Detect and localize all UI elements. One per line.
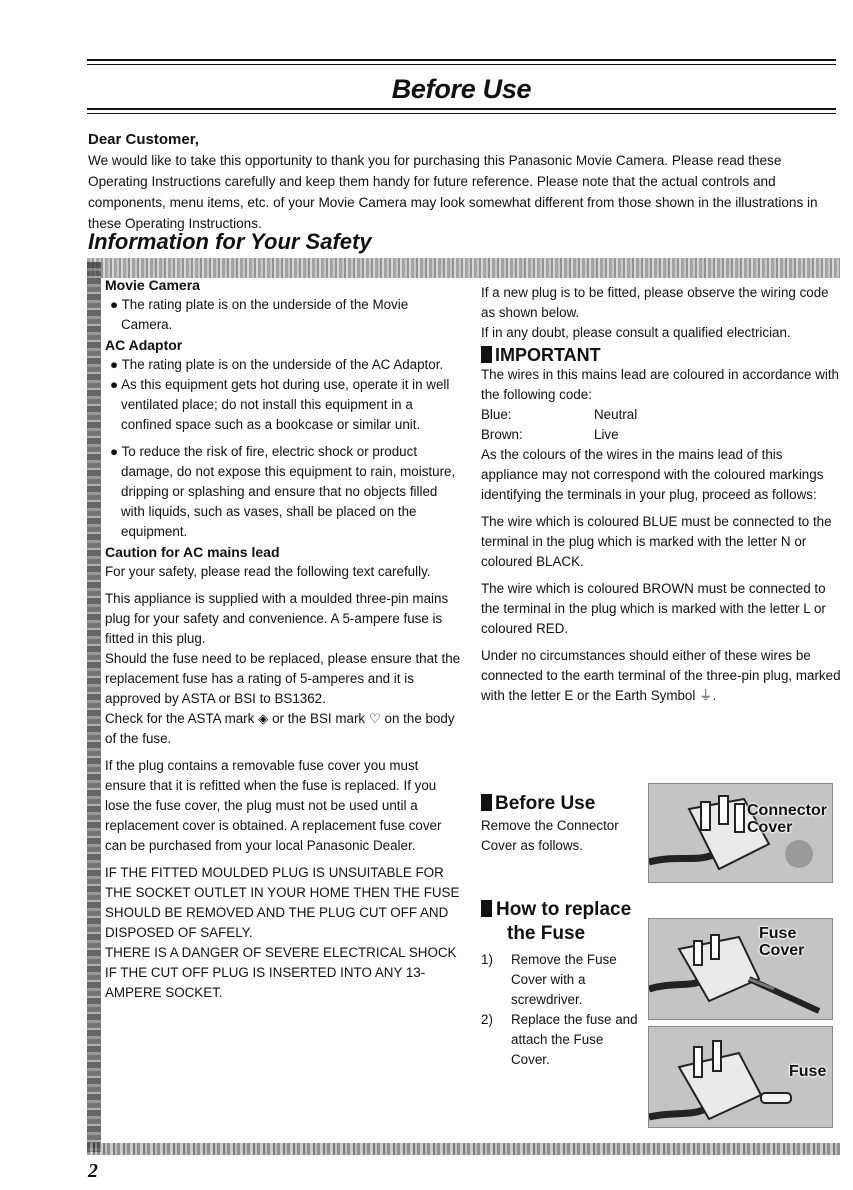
step-1-text: Remove the Fuse Cover with a screwdriver. — [511, 952, 617, 1007]
step-2-number: 2) — [481, 1012, 493, 1027]
before-use-heading-text: Before Use — [495, 793, 596, 814]
wiring-paragraph-2: If in any doubt, please consult a qualified electrician. — [481, 325, 791, 340]
header-bottom-rule-thin — [87, 113, 836, 114]
caution-paragraph-7: THERE IS A DANGER OF SEVERE ELECTRICAL SHOCK IF THE CUT OFF PLUG IS INSERTED INTO ANY 13-AMPERE SOCKET. — [105, 945, 457, 1000]
caution-heading: Caution for AC mains lead — [105, 544, 280, 560]
brown-label: Brown: — [481, 427, 523, 442]
ac-bullet-3-text: To reduce the risk of fire, electric shock or product damage, do not expose this equipment to rain, moisture, dripping or splashing and ensure that no objects filled with liquids, such as vases, shall be placed on the equipment. — [121, 444, 456, 539]
square-bullet-icon — [481, 794, 492, 811]
wiring-paragraph-7: Under no circumstances should either of these wires be connected to the earth terminal of the three-pin plug, marked with the letter E or the Earth Symbol ⏚. — [481, 648, 841, 703]
step-1-number: 1) — [481, 952, 493, 967]
before-use-section — [481, 792, 631, 856]
caution-paragraph-5: If the plug contains a removable fuse cover you must ensure that it is refitted when the fuse is replaced. If you lose the fuse cover, the plug must not be used until a replacement cover is obtained. A replacement fuse cover can be purchased from your local Panasonic Dealer. — [105, 758, 442, 853]
header-top-rule-thin — [87, 64, 836, 65]
caution-paragraph-4: Check for the ASTA mark ◈ or the BSI mark ♡ on the body of the fuse. — [105, 711, 455, 746]
left-column — [105, 275, 463, 1003]
caution-paragraph-6: IF THE FITTED MOULDED PLUG IS UNSUITABLE FOR THE SOCKET OUTLET IN YOUR HOME THEN THE FUSE SHOULD BE REMOVED AND THE PLUG CUT OFF AND DISPOSED OF SAFELY. — [105, 865, 460, 940]
caution-paragraph-2: This appliance is supplied with a moulded three-pin mains plug for your safety and convenience. A 5-ampere fuse is fitted in this plug. — [105, 591, 449, 646]
ac-adaptor-heading: AC Adaptor — [105, 337, 183, 353]
halftone-bar-left — [87, 262, 101, 1152]
step-2 — [481, 1010, 641, 1070]
before-use-text: Remove the Connector Cover as follows. — [481, 818, 619, 853]
wiring-paragraph-1: If a new plug is to be fitted, please observe the wiring code as shown below. — [481, 285, 829, 320]
connector-cover-label: Connector Cover — [747, 802, 827, 836]
ac-bullet-3: ● To reduce the risk of fire, electric shock or product damage, do not expose this equipment to rain, moisture, dripping or splashing and ensure that no objects filled with liquids, such as vases, shall be placed on the equipment. — [110, 444, 456, 539]
fuse-cover-label: Fuse Cover — [759, 925, 805, 959]
connector-cover-photo — [648, 783, 833, 883]
caution-paragraph-3: Should the fuse need to be replaced, please ensure that the replacement fuse has a rating of 5-amperes and it is approved by ASTA or BSI to BS1362. — [105, 651, 461, 706]
how-to-section — [481, 898, 641, 1070]
movie-camera-heading: Movie Camera — [105, 277, 200, 293]
square-bullet-icon — [481, 900, 492, 917]
how-to-heading — [481, 898, 641, 946]
header-top-rule — [87, 59, 836, 61]
fuse-photo — [648, 1026, 833, 1128]
page-title: Before Use — [391, 74, 532, 104]
wiring-paragraph-6: The wire which is coloured BROWN must be connected to the terminal in the plug which is marked with the letter L or coloured RED. — [481, 581, 826, 636]
movie-camera-bullet: ● The rating plate is on the underside of the Movie Camera. — [110, 297, 409, 332]
fuse-cover-photo — [648, 918, 833, 1020]
halftone-band-bottom — [87, 1143, 840, 1155]
page-number: 2 — [88, 1160, 98, 1182]
before-use-heading — [481, 792, 631, 816]
wiring-paragraph-4: As the colours of the wires in the mains lead of this appliance may not correspond with the coloured markings identifying the terminals in your plug, proceed as follows: — [481, 447, 824, 502]
header-bottom-rule — [87, 108, 836, 110]
fuse-label: Fuse — [789, 1063, 827, 1080]
important-heading — [481, 345, 843, 365]
blue-wire-row — [481, 405, 843, 425]
brown-value: Live — [594, 427, 619, 442]
ac-bullet-2-text: As this equipment gets hot during use, operate it in well ventilated place; do not install this equipment in a confined space such as a bookcase or similar unit. — [121, 377, 450, 432]
step-1 — [481, 950, 641, 1010]
important-heading-text: IMPORTANT — [495, 345, 601, 365]
safety-section-title: Information for Your Safety — [88, 229, 372, 254]
movie-camera-bullet-text: The rating plate is on the underside of the Movie Camera. — [121, 297, 409, 332]
ac-bullet-1-text: The rating plate is on the underside of the AC Adaptor. — [121, 357, 444, 372]
intro-paragraph: We would like to take this opportunity to thank you for purchasing this Panasonic Movie Camera. Please read these Operating Instructions carefully and keep them handy for future reference. Please note that the actual controls and components, menu items, etc. of your Movie Camera may look somewhat different from those shown in the illustrations in these Operating Instructions. — [88, 153, 818, 231]
how-to-heading-text: How to replace the Fuse — [496, 899, 632, 944]
caution-paragraph-1: For your safety, please read the following text carefully. — [105, 564, 431, 579]
step-2-text: Replace the fuse and attach the Fuse Cover. — [511, 1012, 638, 1067]
right-column — [481, 283, 843, 706]
ac-bullet-1: ● The rating plate is on the underside of the AC Adaptor. — [110, 357, 444, 372]
blue-label: Blue: — [481, 407, 512, 422]
brown-wire-row — [481, 425, 843, 445]
square-bullet-icon — [481, 346, 492, 363]
ac-bullet-2: ● As this equipment gets hot during use, operate it in well ventilated place; do not install this equipment in a confined space such as a bookcase or similar unit. — [110, 377, 450, 432]
salutation: Dear Customer, — [88, 131, 199, 148]
wiring-paragraph-3: The wires in this mains lead are coloured in accordance with the following code: — [481, 367, 840, 402]
wiring-paragraph-5: The wire which is coloured BLUE must be connected to the terminal in the plug which is marked with the letter N or coloured BLACK. — [481, 514, 832, 569]
blue-value: Neutral — [594, 407, 638, 422]
